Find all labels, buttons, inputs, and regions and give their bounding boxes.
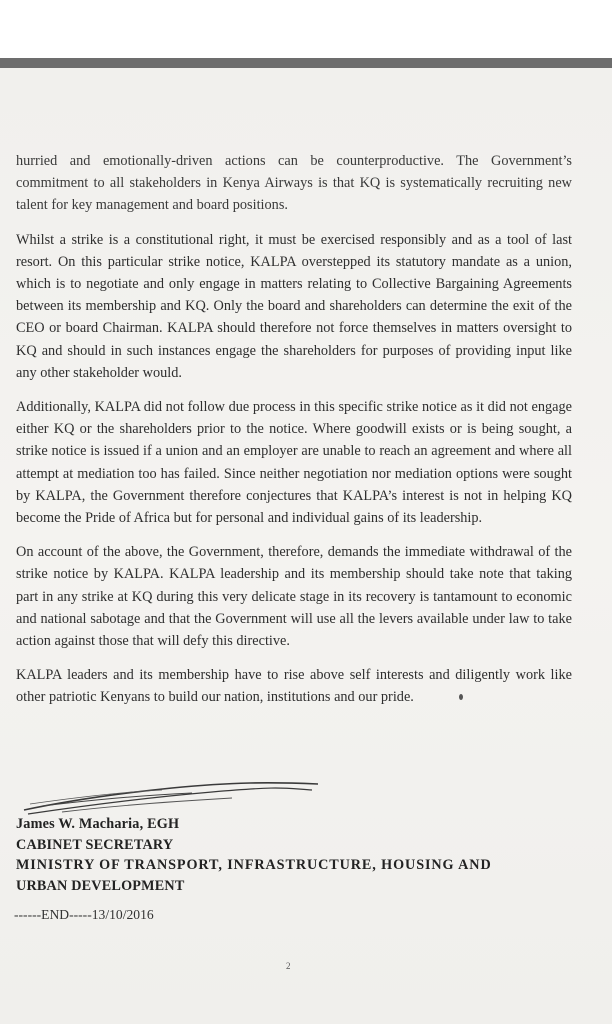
signature-block xyxy=(16,814,576,896)
paragraph-4: On account of the above, the Government, therefore, demands the immediate withdrawal of the strike notice by KALPA. KALPA leadership and its membership should take note that taking part in any strike at KQ during this very delicate stage in its recovery is tantamount to economic and national sabotage and that the Government will use all the levers available under law to take action against those that will defy this directive. xyxy=(16,544,572,650)
paragraph-1: hurried and emotionally-driven actions can be counterproductive. The Government’s commitment to all stakeholders in Kenya Airways is that KQ is systematically recruiting new talent for key management and board positions. xyxy=(16,153,572,214)
end-marker: ------END-----13/10/2016 xyxy=(14,907,154,922)
ministry-line-2: URBAN DEVELOPMENT xyxy=(16,877,185,894)
document-top-edge xyxy=(0,58,612,68)
letter-body xyxy=(16,150,572,721)
paragraph-3: Additionally, KALPA did not follow due process in this specific strike notice as it did not engage either KQ or the shareholders prior to the notice. Where goodwill exists or is being sought, a strike notice is issued if a union and an employer are unable to reach an agreement and where all attempt at mediation too has failed. Since neither negotiation nor mediation options were sought by KALPA, the Government therefore conjectures that KALPA’s interest is not in helping KQ become the Pride of Africa but for personal and individual gains of its leadership. xyxy=(16,399,572,527)
page-number: 2 xyxy=(286,961,291,971)
signatory-title: CABINET SECRETARY xyxy=(16,836,174,853)
top-margin xyxy=(0,0,612,58)
ministry-line-1: MINISTRY OF TRANSPORT, INFRASTRUCTURE, HOUSING AND xyxy=(16,857,492,873)
paragraph-5: KALPA leaders and its membership have to rise above self interests and diligently work like other patriotic Kenyans to build our nation, institutions and our pride. xyxy=(16,667,572,706)
ink-speck xyxy=(459,694,463,700)
signatory-name: James W. Macharia, EGH xyxy=(16,816,180,832)
paragraph-2: Whilst a strike is a constitutional right, it must be exercised responsibly and as a tool of last resort. On this particular strike notice, KALPA overstepped its statutory mandate as a union, which is to negotiate and only engage in matters relating to Collective Bargaining Agreements between its membership and KQ. Only the board and shareholders can determine the exit of the CEO or board Chairman. KALPA should therefore not force themselves in matters oversight to KQ and should in such instances engage the shareholders for purposes of providing input like any other stakeholder would. xyxy=(16,231,572,381)
